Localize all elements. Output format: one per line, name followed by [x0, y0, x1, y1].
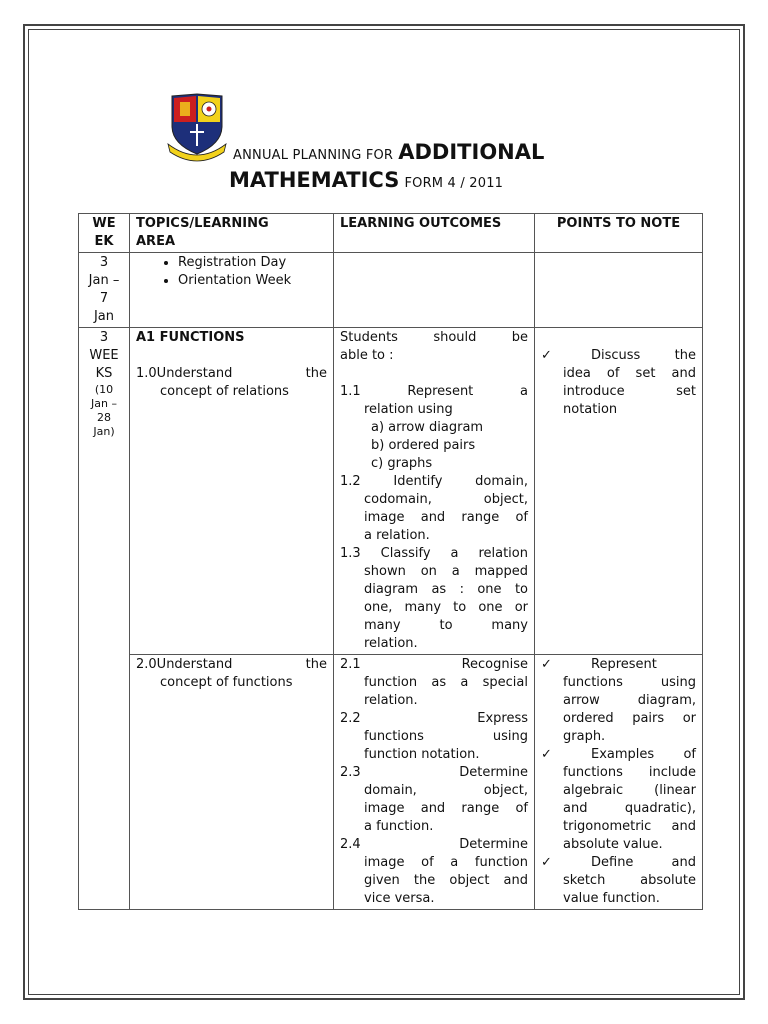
- list-item: • Orientation Week: [178, 272, 327, 290]
- topics-cell: [130, 655, 334, 910]
- notes-cell: ✓ Represent functions using arrow diagram, ordered pairs or graph. ✓ Examples of functions include algebraic (linear and quadratic), trigonometric and absolute value. ✓ Define and sketch absolute value function.: [535, 655, 703, 910]
- header-topics: TOPICS/LEARNING AREA: [130, 214, 334, 253]
- outcomes-cell: [334, 253, 535, 328]
- topic-line: 1.0Understand the: [136, 366, 327, 381]
- title-mathematics: MATHEMATICS: [229, 168, 400, 192]
- notes-cell: ✓ Discuss the idea of set and introduce set notation: [535, 328, 703, 655]
- title-additional: ADDITIONAL: [398, 140, 545, 164]
- outcomes-cell: Students should be able to : 1.1 Represent a relation using a) arrow diagram b) ordered pairs c) graphs 1.2 Identify domain, codomain, object, image and range of a relation. 1.3 Classify a relation shown on a mapped diagram as : one to one, many to one or many to many relation.: [334, 328, 535, 655]
- title-prefix: ANNUAL PLANNING FOR: [233, 148, 394, 163]
- check-icon: ✓: [541, 657, 552, 672]
- list-item: • Registration Day: [178, 254, 327, 272]
- check-icon: ✓: [541, 348, 552, 363]
- header-outcomes: LEARNING OUTCOMES: [334, 214, 535, 253]
- planning-table: [78, 213, 703, 910]
- check-icon: ✓: [541, 855, 552, 870]
- header-week: WE EK: [79, 214, 130, 253]
- topic-line: 2.0Understand the: [136, 657, 327, 672]
- notes-cell: [535, 253, 703, 328]
- topics-cell: [130, 328, 334, 655]
- outcomes-cell: 2.1 Recognise function as a special relation. 2.2 Express functions using function notation. 2.3 Determine domain, object, image and range of a function. 2.4 Determine image of a function given the object and vice versa.: [334, 655, 535, 910]
- school-crest-icon: [166, 92, 228, 164]
- topic-line: concept of functions: [160, 675, 293, 690]
- topic-line: concept of relations: [160, 384, 289, 399]
- topics-cell: [130, 253, 334, 328]
- week-cell: 3 Jan – 7 Jan: [79, 253, 130, 328]
- table-header-row: [79, 214, 703, 253]
- document-title-line2: [229, 168, 503, 192]
- title-form-year: FORM 4 / 2011: [404, 176, 504, 191]
- table-row: [79, 253, 703, 328]
- header-notes: POINTS TO NOTE: [535, 214, 703, 253]
- table-row: [79, 655, 703, 910]
- area-title: A1 FUNCTIONS: [136, 330, 245, 345]
- table-row: [79, 328, 703, 655]
- document-title-line1: [233, 140, 544, 164]
- week-cell: 3 WEE KS (10 Jan – 28 Jan): [79, 328, 130, 910]
- check-icon: ✓: [541, 747, 552, 762]
